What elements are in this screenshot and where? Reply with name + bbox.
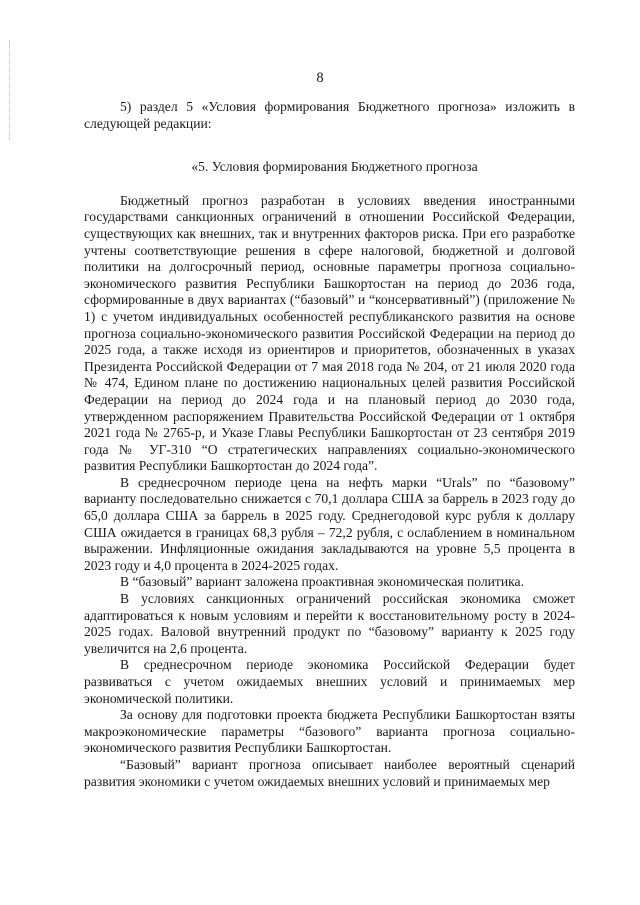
- paragraph-budget-basis: За основу для подготовки проекта бюджета Республики Башкортостан взяты макроэкономические параметры “базового” варианта прогноза социально-экономического развития Республики Башкортостан.: [84, 707, 575, 756]
- intro-paragraph: 5) раздел 5 «Условия формирования Бюджетного прогноза» изложить в следующей редакции:: [84, 99, 575, 131]
- paragraph-medium-term-economy: В среднесрочном периоде экономика Российской Федерации будет развиваться с учетом ожидаемых внешних условий и принимаемых мер экономической политики.: [84, 657, 575, 706]
- paragraph-oil-price: В среднесрочном периоде цена на нефть марки “Urals” по “базовому” варианту последовательно снижается с 70,1 доллара США за баррель в 2023 году до 65,0 доллара США за баррель в 2025 году. Среднегодовой курс рубля к доллару США ожидается в границах 68,3 рубля – 72,2 рубля, с ослаблением в номинальном выражении. Инфляционные ожидания закладываются на уровне 5,5 процента в 2023 году и 4,0 процента в 2024-2025 годах.: [84, 474, 575, 573]
- paragraph-forecast-conditions: Бюджетный прогноз разработан в условиях введения иностранными государствами санкционных ограничений в отношении Российской Федерации, существующих как внешних, так и внутренних факторов риска. При его разработке учтены соответствующие решения в сфере налоговой, бюджетной и долговой политики на долгосрочный период, основные параметры прогноза социально-экономического развития Республики Башкортостан на период до 2036 года, сформированные в двух вариантах (“базовый” и “консервативный”) (приложение № 1) с учетом индивидуальных особенностей республиканского развития на основе прогноза социально-экономического развития Российской Федерации на период до 2025 года, а также исходя из ориентиров и приоритетов, обозначенных в указах Президента Российской Федерации от 7 мая 2018 года № 204, от 21 июля 2020 года № 474, Едином плане по достижению национальных целей развития Российской Федерации на период до 2024 года и на плановый период до 2030 года, утвержденном распоряжением Правительства Российской Федерации от 1 октября 2021 года № 2765-р, и Указе Главы Республики Башкортостан от 23 сентября 2019 года № УГ-310 “О стратегических направлениях социально-экономического развития Республики Башкортостан до 2024 года”.: [84, 192, 575, 474]
- binding-margin-mark: [9, 40, 11, 140]
- section-heading: «5. Условия формирования Бюджетного прогноза: [191, 159, 478, 175]
- page-number: 8: [316, 70, 324, 86]
- paragraph-base-variant-policy: В “базовый” вариант заложена проактивная экономическая политика.: [120, 574, 524, 590]
- paragraph-sanctions-adaptation: В условиях санкционных ограничений российская экономика сможет адаптироваться к новым условиям и перейти к восстановительному росту в 2024-2025 годах. Валовой внутренний продукт по “базовому” варианту к 2025 году увеличится на 2,6 процента.: [84, 591, 575, 656]
- document-body: [84, 99, 575, 790]
- paragraph-base-variant-scenario: “Базовый” вариант прогноза описывает наиболее вероятный сценарий развития экономики с учетом ожидаемых внешних условий и принимаемых мер: [84, 756, 575, 789]
